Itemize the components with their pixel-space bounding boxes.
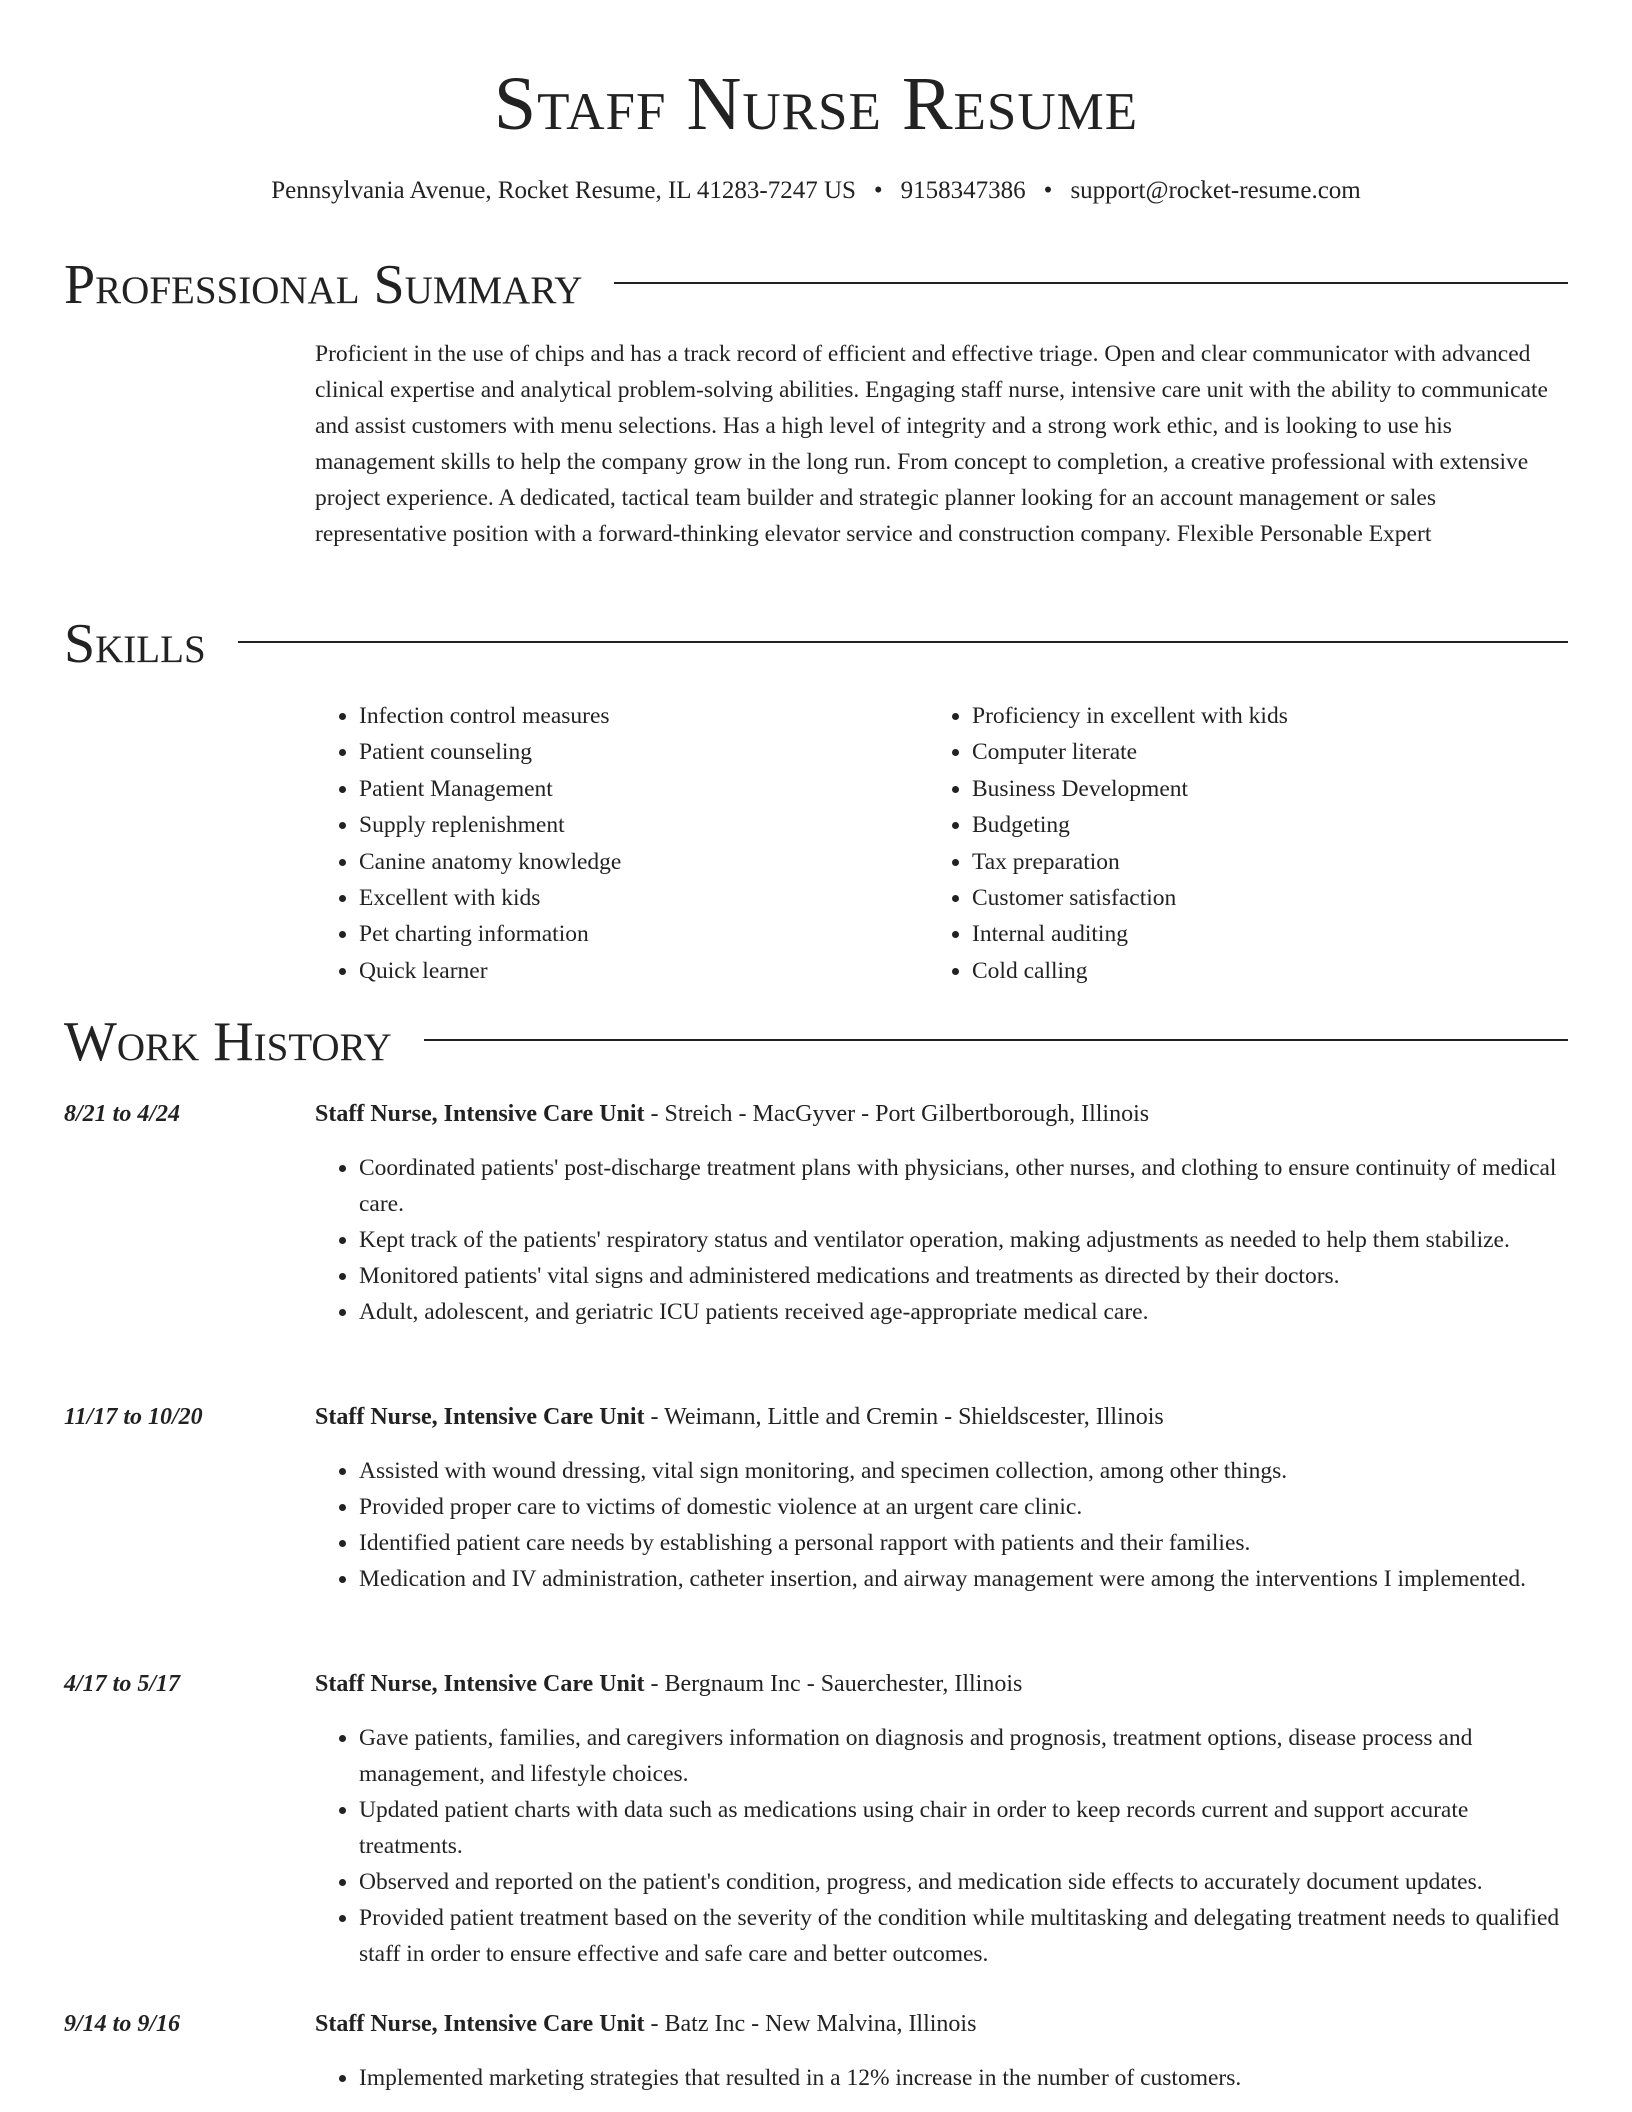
skill-item: • Cold calling: [972, 953, 1288, 989]
skill-item: • Budgeting: [972, 807, 1288, 843]
job-bullet: • Medication and IV administration, catheter insertion, and airway management were among the interventions I implemented.: [359, 1561, 1570, 1597]
job-bullet: • Coordinated patients' post-discharge treatment plans with physicians, other nurses, and clothing to ensure continuity of medical care.: [359, 1150, 1570, 1222]
contact-separator: •: [873, 177, 883, 204]
job-title-line: [315, 1666, 1570, 1702]
contact-email: support@rocket-resume.com: [1070, 177, 1361, 204]
job-employer: - Weimann, Little and Cremin - Shieldscester, Illinois: [644, 1404, 1164, 1430]
summary-text: Proficient in the use of chips and has a track record of efficient and effective triage. Open and clear communicator with advanced clinical expertise and analytical problem-solving abilities. Engaging staff nurse, intensive care unit with the ability to communicate and assist customers with menu selections. Has a high level of integrity and a strong work ethic, and is looking to use his management skills to help the company grow in the long run. From concept to completion, a creative professional with extensive project experience. A dedicated, tactical team builder and strategic planner looking for an account management or sales representative position with a forward-thinking elevator service and construction company. Flexible Personable Expert: [315, 341, 1548, 547]
job-bullet: • Adult, adolescent, and geriatric ICU patients received age-appropriate medical care.: [359, 1294, 1570, 1330]
job-bullets: [315, 1150, 1570, 1330]
job-title-line: [315, 1399, 1570, 1435]
job-role: Staff Nurse, Intensive Care Unit: [315, 1101, 645, 1127]
job-bullet: • Identified patient care needs by establishing a personal rapport with patients and their families.: [359, 1525, 1570, 1561]
job-role: Staff Nurse, Intensive Care Unit: [315, 2011, 645, 2037]
job-bullet: • Updated patient charts with data such as medications using chair in order to keep records current and support accurate treatments.: [359, 1792, 1570, 1864]
skill-item: • Patient counseling: [359, 734, 621, 770]
skill-item: • Proficiency in excellent with kids: [972, 698, 1288, 734]
job-bullet: • Assisted with wound dressing, vital sign monitoring, and specimen collection, among other things.: [359, 1453, 1570, 1489]
job-dates: 4/17 to 5/17: [64, 1671, 181, 1697]
skill-item: • Tax preparation: [972, 844, 1288, 880]
skill-item: • Pet charting information: [359, 916, 621, 952]
skill-item: • Patient Management: [359, 771, 621, 807]
job-title-line: [315, 1096, 1570, 1132]
job-dates: 9/14 to 9/16: [64, 2011, 181, 2037]
job-bullet: • Provided patient treatment based on the severity of the condition while multitasking and delegating treatment needs to qualified staff in order to ensure effective and safe care and better outcomes.: [359, 1900, 1570, 1972]
resume-title: Staff Nurse Resume: [493, 62, 1139, 146]
job-bullets: [315, 1720, 1570, 1972]
skill-item: • Excellent with kids: [359, 880, 621, 916]
skill-item: • Internal auditing: [972, 916, 1288, 952]
skill-item: • Canine anatomy knowledge: [359, 844, 621, 880]
skill-item: • Supply replenishment: [359, 807, 621, 843]
work-history-heading: Work History: [64, 1011, 392, 1073]
job-dates: 11/17 to 10/20: [64, 1404, 203, 1430]
job-employer: - Bergnaum Inc - Sauerchester, Illinois: [644, 1671, 1023, 1697]
work-history-section-header: [64, 1010, 1568, 1074]
job-bullet: • Kept track of the patients' respiratory status and ventilator operation, making adjustments as needed to help them stabilize.: [359, 1222, 1570, 1258]
contact-address: Pennsylvania Avenue, Rocket Resume, IL 41283-7247 US: [271, 177, 856, 204]
skill-item: • Infection control measures: [359, 698, 621, 734]
job-dates: 8/21 to 4/24: [64, 1101, 181, 1127]
skills-list-right: [928, 698, 1288, 989]
skills-list-left: [315, 698, 621, 989]
job-role: Staff Nurse, Intensive Care Unit: [315, 1404, 645, 1430]
job-bullet: • Observed and reported on the patient's condition, progress, and medication side effects to accurately document updates.: [359, 1864, 1570, 1900]
section-divider: [614, 282, 1568, 284]
job-employer: - Streich - MacGyver - Port Gilbertborough, Illinois: [644, 1101, 1150, 1127]
contact-separator: •: [1043, 177, 1053, 204]
job-bullets: [315, 2060, 1570, 2096]
section-divider: [238, 641, 1568, 643]
skill-item: • Quick learner: [359, 953, 621, 989]
skill-item: • Customer satisfaction: [972, 880, 1288, 916]
summary-heading: Professional Summary: [64, 254, 583, 316]
job-bullet: • Provided proper care to victims of domestic violence at an urgent care clinic.: [359, 1489, 1570, 1525]
job-title-line: [315, 2006, 1570, 2042]
skills-heading: Skills: [64, 613, 206, 675]
skills-section-header: [64, 612, 1568, 676]
contact-phone: 9158347386: [900, 177, 1026, 204]
job-bullets: [315, 1453, 1570, 1597]
job-bullet: • Gave patients, families, and caregivers information on diagnosis and prognosis, treatment options, disease process and management, and lifestyle choices.: [359, 1720, 1570, 1792]
summary-section-header: [64, 253, 1568, 317]
contact-line: [0, 174, 1632, 208]
section-divider: [424, 1039, 1568, 1041]
job-employer: - Batz Inc - New Malvina, Illinois: [644, 2011, 977, 2037]
job-bullet: • Monitored patients' vital signs and administered medications and treatments as directed by their doctors.: [359, 1258, 1570, 1294]
skill-item: • Business Development: [972, 771, 1288, 807]
job-bullet: • Implemented marketing strategies that resulted in a 12% increase in the number of customers.: [359, 2060, 1570, 2096]
skill-item: • Computer literate: [972, 734, 1288, 770]
job-role: Staff Nurse, Intensive Care Unit: [315, 1671, 645, 1697]
